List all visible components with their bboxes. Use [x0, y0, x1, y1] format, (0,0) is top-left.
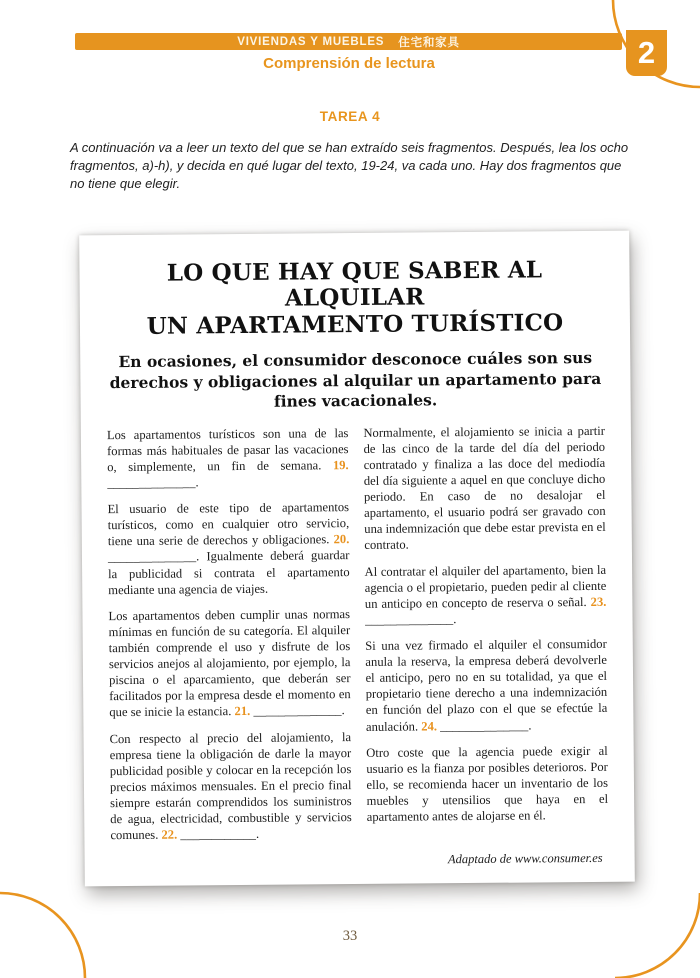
- gap-number-23: 23.: [590, 594, 607, 609]
- article-left-column: [107, 425, 352, 854]
- article-title-line1: LO QUE HAY QUE SABER AL ALQUILAR: [166, 256, 543, 313]
- paragraph-text: Si una vez firmado el alquiler el consumidor anula la reserva, la empresa deberá devolverle el anticipo, pero no en su totalidad, ya que el propietario tiene derecho a una indemnización en función del plazo con el que se efectúe la anulación.: [365, 636, 608, 734]
- task-instructions: A continuación va a leer un texto del que se han extraído seis fragmentos. Después, lea los ocho fragmentos, a)-h), y decida en qué lugar del texto, 19-24, va cada uno. Hay dos fragmentos que no tiene que elegir.: [70, 140, 629, 191]
- article-paragraph: [366, 742, 608, 825]
- article-attribution: Adaptado de www.consumer.es: [447, 851, 603, 867]
- page-number: 33: [342, 928, 358, 944]
- article-paragraph: [107, 499, 349, 598]
- gap-blank-20: ______________: [107, 549, 197, 565]
- gap-blank-24: ______________: [436, 718, 529, 733]
- paragraph-text: Con respecto al precio del alojamiento, la empresa tiene la obligación de darle la mayor publicidad posible y colocar en la recepción los precios máximos mensuales. En el precio final siempre estarán comprendidos los suministros de agua, electricidad, combustible y servicios comunes.: [109, 729, 352, 843]
- paragraph-text-after: .: [341, 703, 345, 718]
- article-paragraph: [107, 425, 349, 492]
- chapter-banner: [75, 33, 622, 50]
- paragraph-text-after: . Igualmente deberá guardar la publicidad si contrata el apartamento mediante una agencia de viajes.: [108, 548, 350, 597]
- unit-number: 2: [637, 35, 656, 70]
- gap-number-20: 20.: [333, 532, 350, 547]
- chapter-banner-title-cjk: 住宅和家具: [398, 36, 460, 49]
- paragraph-text: Otro coste que la agencia puede exigir al usuario es la fianza por posibles deterioros. Por ello, se recomienda hacer un inventario de los muebles y utensilios que haya en el apartamento antes de alojarse en él.: [366, 743, 609, 825]
- article-paragraph: [108, 606, 350, 721]
- article-paragraph: [365, 561, 607, 628]
- paragraph-text: Los apartamentos turísticos son una de las formas más habituales de pasar las vacaciones o, simplemente, un fin de semana.: [106, 425, 349, 475]
- chapter-banner-title: VIVIENDAS Y MUEBLES: [237, 35, 385, 48]
- gap-blank-21: ______________: [250, 703, 342, 719]
- gap-number-21: 21.: [234, 704, 251, 719]
- paragraph-text: Al contratar el alquiler del apartamento, bien la agencia o el propietario, pueden pedir al cliente un anticipo en concepto de reserva o señal.: [364, 562, 607, 611]
- gap-number-19: 19.: [332, 457, 349, 473]
- article-paragraph: [109, 729, 351, 844]
- gap-number-24: 24.: [421, 718, 438, 733]
- paragraph-text-after: .: [255, 827, 260, 842]
- paragraph-text-after: .: [528, 718, 532, 733]
- section-title: Comprensión de lectura: [263, 55, 435, 72]
- article-right-column: [363, 423, 608, 852]
- article-title-line2: UN APARTAMENTO TURÍSTICO: [146, 309, 564, 340]
- gap-blank-19: ______________: [107, 475, 196, 491]
- paragraph-text-after: .: [453, 612, 457, 627]
- paragraph-text: Los apartamentos deben cumplir unas normas mínimas en función de su categoría. El alquiler también comprende el uso y disfrute de los servicios anejos al alojamiento, por ejemplo, la piscina o el aparcamiento, que deberán ser facilitados por la empresa desde el momento en que se inicie la estancia.: [108, 606, 351, 720]
- paragraph-text: Normalmente, el alojamiento se inicia a partir de las cinco de la tarde del día del periodo contratado y finaliza a las doce del mediodía del día siguiente a aquel en que concluye dicho periodo. En caso de no desalojar el apartamento, el usuario podrá ser gravado con una indemnización que debe estar prevista en el contrato.: [363, 423, 606, 553]
- task-label: TAREA 4: [319, 109, 381, 124]
- gap-blank-23: ______________: [364, 612, 454, 627]
- paragraph-text: El usuario de este tipo de apartamentos turísticos, como en cualquier otro servicio, tiene una serie de derechos y obligaciones.: [107, 500, 350, 549]
- article-lead: En ocasiones, el consumidor desconoce cuáles son sus derechos y obligaciones al alquilar un apartamento para fines vacacionales.: [109, 348, 602, 411]
- article-paper: [79, 231, 635, 887]
- article-paragraph: [363, 423, 606, 554]
- paragraph-text-after: .: [195, 475, 199, 490]
- article-title: [105, 257, 604, 341]
- article-paragraph: [365, 636, 607, 735]
- gap-blank-22: ____________: [177, 827, 257, 842]
- article-columns: [107, 423, 609, 854]
- gap-number-22: 22.: [161, 827, 178, 842]
